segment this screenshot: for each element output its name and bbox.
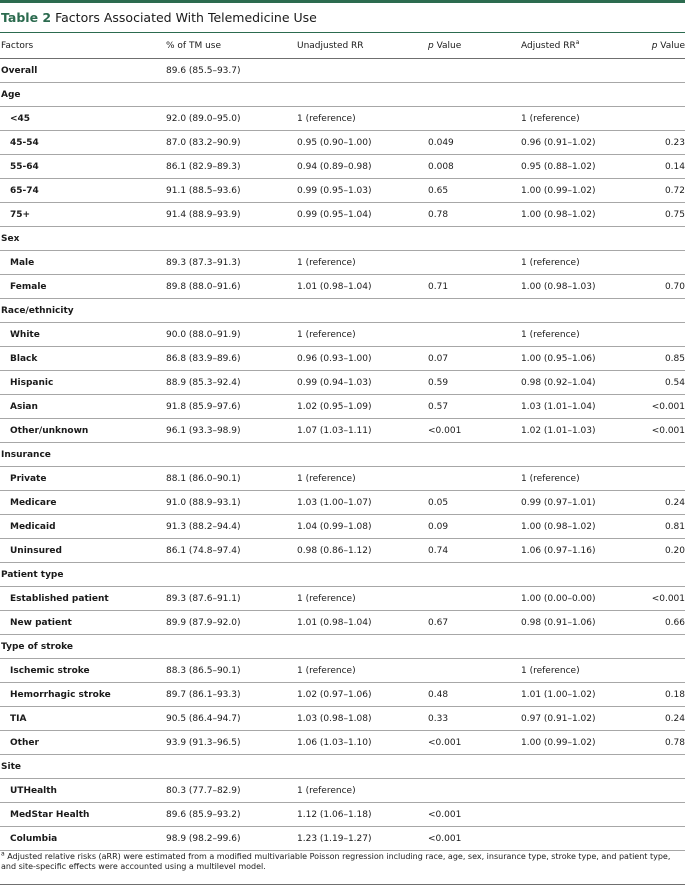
cell-pct: 89.9 (87.9–92.0) — [166, 611, 297, 635]
cell-p-value-1: 0.57 — [428, 395, 521, 419]
cell-factor: Female — [0, 275, 166, 299]
section-row — [0, 563, 685, 587]
cell-pct: 89.8 (88.0–91.6) — [166, 275, 297, 299]
cell-unadjusted-rr: 1.02 (0.97–1.06) — [297, 683, 428, 707]
cell-pct — [166, 299, 297, 323]
cell-unadjusted-rr — [297, 755, 428, 779]
cell-factor: Established patient — [0, 587, 166, 611]
header-pct: % of TM use — [166, 34, 297, 59]
cell-p-value-1 — [428, 251, 521, 275]
cell-p-value-1 — [428, 659, 521, 683]
cell-adjusted-rr: 0.98 (0.92–1.04) — [521, 371, 631, 395]
cell-unadjusted-rr: 1 (reference) — [297, 107, 428, 131]
cell-pct: 91.1 (88.5–93.6) — [166, 179, 297, 203]
cell-factor: Patient type — [0, 563, 166, 587]
cell-unadjusted-rr: 0.99 (0.94–1.03) — [297, 371, 428, 395]
cell-factor: Male — [0, 251, 166, 275]
table-row — [0, 323, 685, 347]
cell-p-value-2: 0.23 — [631, 131, 685, 155]
cell-p-value-1 — [428, 227, 521, 251]
cell-p-value-1: 0.07 — [428, 347, 521, 371]
cell-unadjusted-rr: 1.02 (0.95–1.09) — [297, 395, 428, 419]
section-row — [0, 83, 685, 107]
cell-pct: 89.6 (85.5–93.7) — [166, 59, 297, 83]
cell-p-value-2 — [631, 803, 685, 827]
table-title-text: Factors Associated With Telemedicine Use — [55, 10, 317, 25]
cell-adjusted-rr: 1 (reference) — [521, 323, 631, 347]
cell-unadjusted-rr: 1.03 (1.00–1.07) — [297, 491, 428, 515]
cell-pct: 91.4 (88.9–93.9) — [166, 203, 297, 227]
cell-factor: 75+ — [0, 203, 166, 227]
cell-p-value-2 — [631, 827, 685, 851]
table-row — [0, 131, 685, 155]
cell-p-value-1 — [428, 467, 521, 491]
cell-factor: Race/ethnicity — [0, 299, 166, 323]
table-row — [0, 779, 685, 803]
cell-adjusted-rr: 1 (reference) — [521, 659, 631, 683]
cell-p-value-2 — [631, 467, 685, 491]
cell-factor: Type of stroke — [0, 635, 166, 659]
cell-p-value-1: 0.59 — [428, 371, 521, 395]
cell-factor: Private — [0, 467, 166, 491]
table-row — [0, 731, 685, 755]
cell-factor: Other — [0, 731, 166, 755]
cell-adjusted-rr — [521, 635, 631, 659]
cell-p-value-1: 0.33 — [428, 707, 521, 731]
cell-p-value-1 — [428, 779, 521, 803]
cell-pct: 86.1 (74.8–97.4) — [166, 539, 297, 563]
table-row — [0, 491, 685, 515]
table-row — [0, 683, 685, 707]
cell-pct — [166, 83, 297, 107]
cell-adjusted-rr: 0.97 (0.91–1.02) — [521, 707, 631, 731]
cell-adjusted-rr: 1.00 (0.00–0.00) — [521, 587, 631, 611]
cell-p-value-1 — [428, 755, 521, 779]
footnote — [1, 852, 683, 872]
cell-pct: 89.3 (87.3–91.3) — [166, 251, 297, 275]
cell-p-value-1 — [428, 83, 521, 107]
cell-p-value-1: 0.78 — [428, 203, 521, 227]
table-row — [0, 395, 685, 419]
cell-adjusted-rr — [521, 803, 631, 827]
cell-p-value-2: <0.001 — [631, 419, 685, 443]
cell-p-value-2: 0.72 — [631, 179, 685, 203]
cell-pct: 88.9 (85.3–92.4) — [166, 371, 297, 395]
cell-unadjusted-rr: 1.01 (0.98–1.04) — [297, 275, 428, 299]
cell-pct: 88.3 (86.5–90.1) — [166, 659, 297, 683]
cell-p-value-2: 0.20 — [631, 539, 685, 563]
cell-pct: 88.1 (86.0–90.1) — [166, 467, 297, 491]
table-row — [0, 803, 685, 827]
table-row — [0, 659, 685, 683]
cell-pct: 91.3 (88.2–94.4) — [166, 515, 297, 539]
cell-pct — [166, 227, 297, 251]
cell-adjusted-rr: 0.98 (0.91–1.06) — [521, 611, 631, 635]
cell-factor: Overall — [0, 59, 166, 83]
cell-unadjusted-rr: 1.06 (1.03–1.10) — [297, 731, 428, 755]
cell-unadjusted-rr: 1 (reference) — [297, 587, 428, 611]
cell-p-value-1: 0.008 — [428, 155, 521, 179]
cell-p-value-1 — [428, 323, 521, 347]
cell-p-value-1: <0.001 — [428, 827, 521, 851]
cell-factor: Insurance — [0, 443, 166, 467]
cell-factor: 55-64 — [0, 155, 166, 179]
cell-p-value-1: <0.001 — [428, 731, 521, 755]
cell-unadjusted-rr: 0.95 (0.90–1.00) — [297, 131, 428, 155]
cell-unadjusted-rr: 1.04 (0.99–1.08) — [297, 515, 428, 539]
cell-unadjusted-rr: 0.98 (0.86–1.12) — [297, 539, 428, 563]
cell-p-value-1 — [428, 635, 521, 659]
cell-p-value-2: 0.70 — [631, 275, 685, 299]
cell-p-value-2: <0.001 — [631, 395, 685, 419]
cell-factor: Medicaid — [0, 515, 166, 539]
footnote-marker: a — [1, 850, 5, 858]
cell-unadjusted-rr: 1.12 (1.06–1.18) — [297, 803, 428, 827]
cell-p-value-2: 0.54 — [631, 371, 685, 395]
cell-pct: 93.9 (91.3–96.5) — [166, 731, 297, 755]
cell-pct: 92.0 (89.0–95.0) — [166, 107, 297, 131]
cell-unadjusted-rr — [297, 635, 428, 659]
cell-factor: UTHealth — [0, 779, 166, 803]
cell-adjusted-rr: 1.03 (1.01–1.04) — [521, 395, 631, 419]
cell-pct: 90.5 (86.4–94.7) — [166, 707, 297, 731]
cell-unadjusted-rr: 0.99 (0.95–1.03) — [297, 179, 428, 203]
cell-adjusted-rr: 1.00 (0.99–1.02) — [521, 731, 631, 755]
cell-p-value-2: 0.24 — [631, 707, 685, 731]
cell-factor: White — [0, 323, 166, 347]
cell-adjusted-rr — [521, 83, 631, 107]
table-body — [0, 59, 685, 851]
cell-unadjusted-rr: 1 (reference) — [297, 659, 428, 683]
cell-adjusted-rr: 1.06 (0.97–1.16) — [521, 539, 631, 563]
cell-factor: Asian — [0, 395, 166, 419]
cell-pct — [166, 755, 297, 779]
section-row — [0, 299, 685, 323]
section-row — [0, 59, 685, 83]
header-p-value-1: p Value — [428, 34, 521, 59]
cell-adjusted-rr: 1 (reference) — [521, 467, 631, 491]
cell-unadjusted-rr: 1 (reference) — [297, 251, 428, 275]
cell-p-value-2 — [631, 227, 685, 251]
cell-p-value-2: 0.85 — [631, 347, 685, 371]
table-row — [0, 107, 685, 131]
table-row — [0, 515, 685, 539]
cell-adjusted-rr: 1.00 (0.98–1.02) — [521, 515, 631, 539]
cell-factor: Medicare — [0, 491, 166, 515]
cell-factor: 65-74 — [0, 179, 166, 203]
cell-p-value-1 — [428, 443, 521, 467]
cell-adjusted-rr — [521, 59, 631, 83]
cell-factor: Black — [0, 347, 166, 371]
cell-factor: Other/unknown — [0, 419, 166, 443]
cell-adjusted-rr — [521, 563, 631, 587]
cell-adjusted-rr: 0.95 (0.88–1.02) — [521, 155, 631, 179]
cell-factor: MedStar Health — [0, 803, 166, 827]
table-row — [0, 707, 685, 731]
cell-p-value-1 — [428, 299, 521, 323]
cell-unadjusted-rr — [297, 83, 428, 107]
cell-p-value-1 — [428, 107, 521, 131]
footnote-text: Adjusted relative risks (aRR) were estimated from a modified multivariable Poisson regression including race, age, sex, insurance type, stroke type, and patient type, and site-specific effects were accounted using a multilevel model. — [1, 852, 671, 871]
cell-pct: 80.3 (77.7–82.9) — [166, 779, 297, 803]
header-row — [0, 34, 685, 59]
table-row — [0, 539, 685, 563]
cell-pct: 87.0 (83.2–90.9) — [166, 131, 297, 155]
cell-pct — [166, 443, 297, 467]
cell-p-value-1: 0.049 — [428, 131, 521, 155]
header-p-value-2: p Value — [631, 34, 685, 59]
cell-adjusted-rr: 1 (reference) — [521, 251, 631, 275]
cell-p-value-2 — [631, 251, 685, 275]
cell-p-value-2: 0.66 — [631, 611, 685, 635]
cell-adjusted-rr — [521, 227, 631, 251]
cell-unadjusted-rr — [297, 59, 428, 83]
cell-p-value-1: 0.67 — [428, 611, 521, 635]
table-label: Table 2 — [1, 10, 52, 25]
cell-factor: Uninsured — [0, 539, 166, 563]
cell-pct: 89.7 (86.1–93.3) — [166, 683, 297, 707]
cell-p-value-1: 0.09 — [428, 515, 521, 539]
table-row — [0, 155, 685, 179]
cell-adjusted-rr: 1.00 (0.99–1.02) — [521, 179, 631, 203]
cell-adjusted-rr — [521, 443, 631, 467]
cell-p-value-2 — [631, 659, 685, 683]
bottom-divider — [0, 884, 685, 885]
cell-p-value-2 — [631, 107, 685, 131]
cell-pct: 86.8 (83.9–89.6) — [166, 347, 297, 371]
cell-unadjusted-rr — [297, 563, 428, 587]
cell-p-value-2: 0.81 — [631, 515, 685, 539]
section-row — [0, 227, 685, 251]
cell-p-value-1: 0.48 — [428, 683, 521, 707]
cell-unadjusted-rr: 1.01 (0.98–1.04) — [297, 611, 428, 635]
table-row — [0, 347, 685, 371]
section-row — [0, 443, 685, 467]
cell-p-value-2 — [631, 323, 685, 347]
cell-p-value-2: 0.18 — [631, 683, 685, 707]
cell-unadjusted-rr: 1 (reference) — [297, 779, 428, 803]
header-unadjusted-rr: Unadjusted RR — [297, 34, 428, 59]
cell-pct: 86.1 (82.9–89.3) — [166, 155, 297, 179]
cell-adjusted-rr: 1.00 (0.95–1.06) — [521, 347, 631, 371]
cell-pct — [166, 635, 297, 659]
cell-factor: Ischemic stroke — [0, 659, 166, 683]
cell-pct: 91.0 (88.9–93.1) — [166, 491, 297, 515]
cell-unadjusted-rr — [297, 227, 428, 251]
header-adjusted-rr: Adjusted $RR^a$ — [521, 34, 631, 59]
cell-p-value-1: 0.65 — [428, 179, 521, 203]
cell-p-value-2 — [631, 443, 685, 467]
cell-p-value-2: 0.24 — [631, 491, 685, 515]
cell-unadjusted-rr: 0.96 (0.93–1.00) — [297, 347, 428, 371]
cell-unadjusted-rr: 0.99 (0.95–1.04) — [297, 203, 428, 227]
cell-pct: 89.3 (87.6–91.1) — [166, 587, 297, 611]
cell-factor: <45 — [0, 107, 166, 131]
table-row — [0, 179, 685, 203]
cell-p-value-2 — [631, 755, 685, 779]
cell-unadjusted-rr: 1 (reference) — [297, 323, 428, 347]
title-divider — [0, 32, 685, 33]
cell-unadjusted-rr — [297, 299, 428, 323]
cell-pct: 91.8 (85.9–97.6) — [166, 395, 297, 419]
cell-unadjusted-rr: 1 (reference) — [297, 467, 428, 491]
cell-p-value-1 — [428, 59, 521, 83]
cell-pct: 90.0 (88.0–91.9) — [166, 323, 297, 347]
header-factors: Factors — [0, 34, 166, 59]
table-row — [0, 587, 685, 611]
cell-pct: 98.9 (98.2–99.6) — [166, 827, 297, 851]
cell-factor: Hispanic — [0, 371, 166, 395]
cell-adjusted-rr: 0.96 (0.91–1.02) — [521, 131, 631, 155]
cell-p-value-2: 0.75 — [631, 203, 685, 227]
cell-p-value-2: <0.001 — [631, 587, 685, 611]
cell-adjusted-rr — [521, 779, 631, 803]
cell-factor: TIA — [0, 707, 166, 731]
cell-adjusted-rr: 1 (reference) — [521, 107, 631, 131]
table-row — [0, 611, 685, 635]
cell-adjusted-rr: 1.01 (1.00–1.02) — [521, 683, 631, 707]
cell-factor: Columbia — [0, 827, 166, 851]
cell-unadjusted-rr: 1.23 (1.19–1.27) — [297, 827, 428, 851]
cell-p-value-2: 0.78 — [631, 731, 685, 755]
table-row — [0, 419, 685, 443]
cell-factor: Age — [0, 83, 166, 107]
table-row — [0, 467, 685, 491]
cell-p-value-2 — [631, 83, 685, 107]
table-title — [0, 3, 685, 32]
cell-unadjusted-rr — [297, 443, 428, 467]
table-row — [0, 371, 685, 395]
cell-adjusted-rr — [521, 299, 631, 323]
section-row — [0, 635, 685, 659]
cell-adjusted-rr — [521, 755, 631, 779]
cell-adjusted-rr: 1.00 (0.98–1.03) — [521, 275, 631, 299]
table-row — [0, 827, 685, 851]
cell-p-value-2 — [631, 299, 685, 323]
cell-p-value-1: 0.71 — [428, 275, 521, 299]
cell-p-value-1: <0.001 — [428, 419, 521, 443]
cell-factor: Hemorrhagic stroke — [0, 683, 166, 707]
cell-factor: Sex — [0, 227, 166, 251]
cell-p-value-1: 0.74 — [428, 539, 521, 563]
cell-p-value-1 — [428, 587, 521, 611]
cell-adjusted-rr: 1.02 (1.01–1.03) — [521, 419, 631, 443]
cell-p-value-2 — [631, 635, 685, 659]
cell-p-value-2 — [631, 779, 685, 803]
table-row — [0, 203, 685, 227]
cell-pct — [166, 563, 297, 587]
cell-unadjusted-rr: 1.03 (0.98–1.08) — [297, 707, 428, 731]
table-row — [0, 275, 685, 299]
cell-adjusted-rr — [521, 827, 631, 851]
cell-p-value-2 — [631, 563, 685, 587]
cell-unadjusted-rr: 1.07 (1.03–1.11) — [297, 419, 428, 443]
cell-pct: 89.6 (85.9–93.2) — [166, 803, 297, 827]
factors-table — [0, 34, 685, 851]
cell-adjusted-rr: 1.00 (0.98–1.02) — [521, 203, 631, 227]
cell-factor: New patient — [0, 611, 166, 635]
cell-p-value-2 — [631, 59, 685, 83]
cell-adjusted-rr: 0.99 (0.97–1.01) — [521, 491, 631, 515]
cell-p-value-1 — [428, 563, 521, 587]
cell-factor: 45-54 — [0, 131, 166, 155]
section-row — [0, 755, 685, 779]
cell-p-value-2: 0.14 — [631, 155, 685, 179]
cell-factor: Site — [0, 755, 166, 779]
cell-unadjusted-rr: 0.94 (0.89–0.98) — [297, 155, 428, 179]
cell-p-value-1: <0.001 — [428, 803, 521, 827]
cell-pct: 96.1 (93.3–98.9) — [166, 419, 297, 443]
table-row — [0, 251, 685, 275]
cell-p-value-1: 0.05 — [428, 491, 521, 515]
